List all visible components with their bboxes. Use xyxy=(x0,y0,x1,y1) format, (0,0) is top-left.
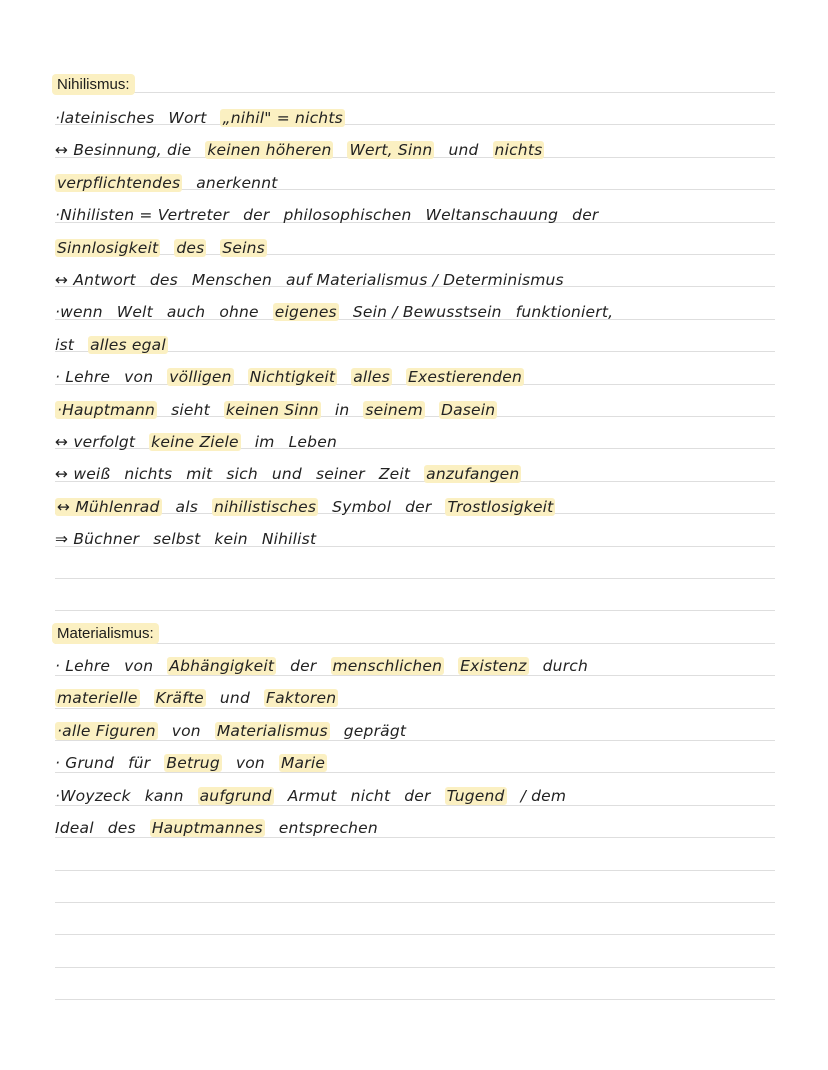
note-word: auch xyxy=(166,303,206,321)
note-word: der xyxy=(405,498,432,516)
note-word: nichts xyxy=(124,465,173,483)
section-title-nihilismus: Nihilismus: xyxy=(52,74,135,95)
highlighted-word: keinen höheren xyxy=(207,141,332,159)
highlighted-word: nihilistisches xyxy=(214,498,317,516)
note-word: Armut xyxy=(287,787,337,805)
note-line xyxy=(55,464,815,484)
note-word: Symbol xyxy=(332,498,392,516)
note-word: Menschen xyxy=(191,271,273,289)
note-word: · Lehre xyxy=(55,657,111,675)
highlighted-word: seinem xyxy=(365,401,423,419)
note-word: Ideal xyxy=(55,819,94,837)
highlighted-word: eigenes xyxy=(274,303,337,321)
note-word: Welt xyxy=(116,303,153,321)
note-word: von xyxy=(235,754,265,772)
note-word: im xyxy=(254,433,275,451)
note-line xyxy=(55,335,815,355)
note-word: ·Nihilisten = Vertreter xyxy=(55,206,230,224)
highlighted-word: „nihil" = nichts xyxy=(222,109,343,127)
note-word: Nihilist xyxy=(261,530,317,548)
highlighted-word: Trostlosigkeit xyxy=(447,498,554,516)
rule-line xyxy=(55,967,775,968)
highlighted-word: Marie xyxy=(280,754,326,772)
note-word: von xyxy=(171,722,201,740)
note-word: anerkennt xyxy=(196,174,278,192)
note-word: mit xyxy=(186,465,213,483)
rule-line xyxy=(55,643,775,644)
note-word: Weltanschauung xyxy=(425,206,559,224)
note-word: ↔ Antwort xyxy=(55,271,136,289)
note-word: kann xyxy=(144,787,184,805)
highlighted-word: Betrug xyxy=(166,754,220,772)
highlighted-word: Abhängigkeit xyxy=(169,657,275,675)
highlighted-word: anzufangen xyxy=(426,465,520,483)
note-word: durch xyxy=(542,657,589,675)
note-line xyxy=(55,173,815,193)
note-word: ↔ Besinnung, die xyxy=(55,141,192,159)
highlighted-word: Tugend xyxy=(446,787,505,805)
note-word: ·lateinisches xyxy=(55,109,155,127)
note-word: philosophischen xyxy=(283,206,412,224)
note-word: kein xyxy=(214,530,248,548)
rule-line xyxy=(55,92,775,93)
highlighted-word: menschlichen xyxy=(332,657,443,675)
highlighted-word: aufgrund xyxy=(199,787,272,805)
note-line xyxy=(55,753,815,773)
highlighted-word: verpflichtendes xyxy=(57,174,181,192)
note-line xyxy=(55,688,815,708)
highlighted-word: Exestierenden xyxy=(407,368,522,386)
highlighted-word: völligen xyxy=(169,368,232,386)
note-line xyxy=(55,432,815,452)
highlighted-word: des xyxy=(176,239,205,257)
note-word: ↔ weiß xyxy=(55,465,111,483)
note-line xyxy=(55,108,815,128)
rule-line xyxy=(55,934,775,935)
note-word: sich xyxy=(226,465,258,483)
highlighted-word: Nichtigkeit xyxy=(249,368,336,386)
note-word: selbst xyxy=(153,530,201,548)
rule-line xyxy=(55,999,775,1000)
highlighted-word: Seins xyxy=(222,239,265,257)
note-word: sieht xyxy=(171,401,210,419)
note-word: entsprechen xyxy=(278,819,378,837)
note-word: der xyxy=(243,206,270,224)
note-word: als xyxy=(175,498,198,516)
highlighted-word: Existenz xyxy=(460,657,527,675)
note-line xyxy=(55,656,815,676)
highlighted-word: nichts xyxy=(494,141,543,159)
highlighted-word: alles xyxy=(353,368,390,386)
note-line xyxy=(55,786,815,806)
rule-line xyxy=(55,870,775,871)
note-word: für xyxy=(128,754,151,772)
note-word: in xyxy=(334,401,350,419)
note-word: / dem xyxy=(520,787,567,805)
note-word: ist xyxy=(55,336,75,354)
highlighted-word: Materialismus xyxy=(216,722,328,740)
rule-line xyxy=(55,902,775,903)
note-word: und xyxy=(219,689,250,707)
note-word: der xyxy=(404,787,431,805)
rule-line xyxy=(55,578,775,579)
note-word: · Grund xyxy=(55,754,115,772)
highlighted-word: alles egal xyxy=(90,336,166,354)
note-word: Zeit xyxy=(378,465,411,483)
rule-line xyxy=(55,610,775,611)
note-line xyxy=(55,400,815,420)
highlighted-word: materielle xyxy=(57,689,138,707)
note-word: ·wenn xyxy=(55,303,103,321)
note-line xyxy=(55,205,815,225)
note-word: ↔ verfolgt xyxy=(55,433,136,451)
highlighted-word: ·Hauptmann xyxy=(57,401,156,419)
note-word: auf Materialismus / Determinismus xyxy=(286,271,564,289)
note-word: funktioniert, xyxy=(515,303,614,321)
highlighted-word: Wert, Sinn xyxy=(349,141,433,159)
note-word: ⇒ Büchner xyxy=(55,530,140,548)
note-line xyxy=(55,818,815,838)
note-word: und xyxy=(448,141,479,159)
note-word: ·Woyzeck xyxy=(55,787,131,805)
note-word: der xyxy=(290,657,317,675)
highlighted-word: Hauptmannes xyxy=(151,819,263,837)
note-word: der xyxy=(572,206,599,224)
highlighted-word: ↔ Mühlenrad xyxy=(57,498,160,516)
note-word: geprägt xyxy=(343,722,407,740)
highlighted-word: Sinnlosigkeit xyxy=(57,239,159,257)
highlighted-word: ·alle Figuren xyxy=(57,722,156,740)
highlighted-word: Kräfte xyxy=(155,689,204,707)
note-word: seiner xyxy=(315,465,365,483)
note-word: von xyxy=(124,657,154,675)
highlighted-word: keine Ziele xyxy=(151,433,239,451)
note-word: · Lehre xyxy=(55,368,111,386)
note-line xyxy=(55,238,815,258)
note-line xyxy=(55,529,815,549)
note-line xyxy=(55,270,815,290)
note-line xyxy=(55,497,815,517)
note-word: Wort xyxy=(168,109,207,127)
note-line xyxy=(55,367,815,387)
note-word: ohne xyxy=(219,303,259,321)
note-word: von xyxy=(124,368,154,386)
note-word: nicht xyxy=(350,787,391,805)
highlighted-word: Dasein xyxy=(440,401,496,419)
section-title-materialismus: Materialismus: xyxy=(52,623,159,644)
highlighted-word: Faktoren xyxy=(265,689,337,707)
note-line xyxy=(55,721,815,741)
note-word: Leben xyxy=(288,433,337,451)
note-word: des xyxy=(107,819,136,837)
note-line xyxy=(55,302,815,322)
note-line xyxy=(55,140,815,160)
note-word: des xyxy=(149,271,178,289)
highlighted-word: keinen Sinn xyxy=(225,401,319,419)
note-word: und xyxy=(271,465,302,483)
note-word: Sein / Bewusstsein xyxy=(352,303,502,321)
rule-line xyxy=(55,708,775,709)
